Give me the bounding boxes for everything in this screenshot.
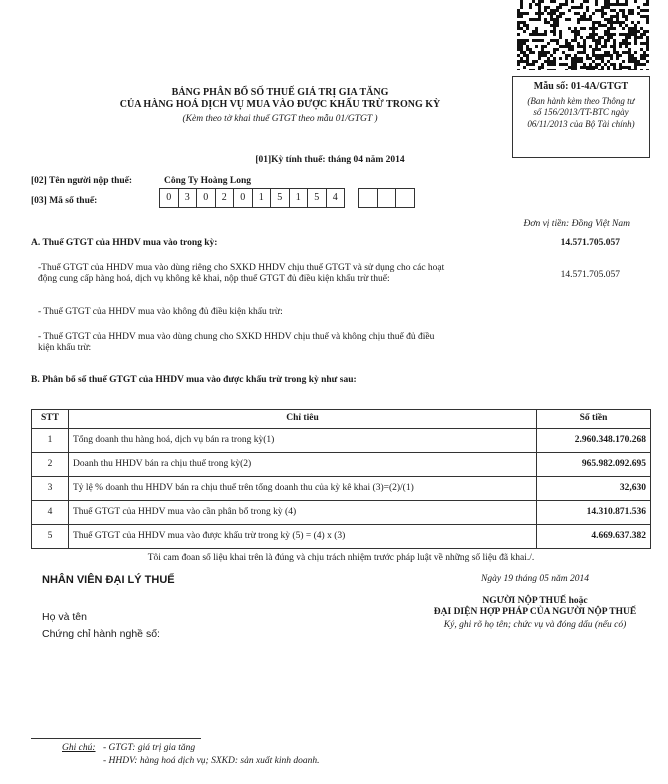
row-amount: 4.669.637.382: [537, 525, 651, 549]
row-amount: 32,630: [537, 477, 651, 501]
notes-label: Ghi chú:: [62, 743, 96, 753]
taxpayer-name: Công Ty Hoàng Long: [164, 176, 252, 186]
title-line1: BẢNG PHÂN BỔ SỐ THUẾ GIÁ TRỊ GIA TĂNG: [171, 87, 389, 98]
table-row: [32, 525, 651, 549]
table-row: [32, 429, 651, 453]
row-stt: 2: [32, 453, 69, 477]
taxpayer-label: [02] Tên người nộp thuế:: [31, 176, 133, 186]
commitment-statement: Tôi cam đoan số liệu khai trên là đúng và chịu trách nhiệm trước pháp luật về những số liệu đã khai./.: [147, 553, 535, 563]
row-stt: 1: [32, 429, 69, 453]
taxcode-extra-box: [395, 188, 415, 208]
tax-period: [01]Kỳ tính thuế: tháng 04 năm 2014: [255, 155, 405, 165]
section-a-item-2: [38, 307, 478, 318]
qr-code-icon: [517, 0, 649, 70]
currency-unit: Đơn vị tiền: Đồng Việt Nam: [523, 219, 630, 229]
header-amount: Số tiền: [537, 410, 651, 429]
row-desc: Thuế GTGT của HHDV mua vào được khấu trừ trong kỳ (5) = (4) x (3): [69, 525, 537, 549]
agent-title: NHÂN VIÊN ĐẠI LÝ THUẾ: [42, 574, 175, 586]
row-stt: 3: [32, 477, 69, 501]
row-amount: 965.982.092.695: [537, 453, 651, 477]
section-a-title: A. Thuế GTGT của HHDV mua vào trong kỳ:: [31, 238, 218, 248]
section-a-value: 14.571.705.057: [560, 238, 620, 248]
allocation-table: [31, 409, 651, 549]
header-stt: STT: [32, 410, 69, 429]
notes-divider: [31, 738, 201, 739]
note-line2: - HHDV: hàng hoá dịch vụ; SXKD: sản xuất kinh doanh.: [103, 756, 320, 766]
row-desc: Thuế GTGT của HHDV mua vào cần phân bổ trong kỳ (4): [69, 501, 537, 525]
taxpayer-row: [31, 176, 252, 187]
agent-cert-label: Chứng chỉ hành nghề số:: [42, 628, 160, 640]
table-row: [32, 477, 651, 501]
section-a-item-2-line1: - Thuế GTGT của HHDV mua vào không đủ điều kiện khấu trừ:: [38, 307, 283, 317]
signature-date: Ngày 19 tháng 05 năm 2014: [481, 574, 589, 584]
taxcode-digit: 5: [307, 188, 327, 208]
taxcode-digit: 1: [289, 188, 309, 208]
section-a-item-3-line1: - Thuế GTGT của HHDV mua vào dùng chung cho SXKD HHDV chịu thuế và không chịu thuế đủ điều: [38, 332, 435, 342]
note-line1: - GTGT: giá trị gia tăng: [103, 743, 196, 753]
section-a-item-1-line1: -Thuế GTGT của HHDV mua vào dùng riêng cho SXKD HHDV chịu thuế GTGT và sử dụng cho các hoạt: [38, 263, 445, 273]
header-desc: Chỉ tiêu: [69, 410, 537, 429]
form-number: Mẫu số: 01-4A/GTGT: [533, 81, 629, 92]
form-issued-line1: (Ban hành kèm theo Thông tư: [527, 96, 635, 106]
row-amount: 14.310.871.536: [537, 501, 651, 525]
taxcode-label: [03] Mã số thuế:: [31, 196, 98, 206]
taxcode-extra-box: [358, 188, 378, 208]
table-header-row: [32, 410, 651, 429]
section-b-title: B. Phân bổ số thuế GTGT của HHDV mua vào được khấu trừ trong kỳ như sau:: [31, 375, 357, 385]
title-line2: CỦA HÀNG HOÁ DỊCH VỤ MUA VÀO ĐƯỢC KHẤU TRỪ TRONG KỲ: [119, 99, 441, 110]
form-issued-line2: số 156/2013/TT-BTC ngày: [533, 107, 629, 118]
row-desc: Tỷ lệ % doanh thu HHDV bán ra chịu thuế trên tổng doanh thu của kỳ kê khai (3)=(2)/(1): [69, 477, 537, 501]
taxcode-extra-box: [377, 188, 397, 208]
section-a-item-1-line2: động cung cấp hàng hoá, dịch vụ không kê khai, nộp thuế GTGT đủ điều kiện khấu trừ thuế:: [38, 274, 390, 285]
taxcode-digit: 0: [159, 188, 179, 208]
signature-note: Ký, ghi rõ họ tên; chức vụ và đóng dấu (nếu có): [443, 620, 627, 630]
section-a-item-3: [38, 332, 478, 355]
taxcode-digit: 3: [178, 188, 198, 208]
row-desc: Tổng doanh thu hàng hoá, dịch vụ bán ra trong kỳ(1): [69, 429, 537, 453]
taxcode-digit: 0: [196, 188, 216, 208]
table-row: [32, 501, 651, 525]
section-a-item-3-line2: kiện khấu trừ:: [38, 343, 92, 354]
row-desc: Doanh thu HHDV bán ra chịu thuế trong kỳ(2): [69, 453, 537, 477]
form-number-box: [512, 76, 650, 158]
signature-title2: ĐẠI DIỆN HỢP PHÁP CỦA NGƯỜI NỘP THUẾ: [433, 607, 637, 617]
taxcode-digit: 0: [233, 188, 253, 208]
row-stt: 5: [32, 525, 69, 549]
row-amount: 2.960.348.170.268: [537, 429, 651, 453]
taxcode-digit: 2: [215, 188, 235, 208]
document-title: [70, 87, 490, 125]
signature-title1: NGƯỜI NỘP THUẾ hoặc: [482, 596, 588, 606]
title-line3: (Kèm theo tờ khai thuế GTGT theo mẫu 01/GTGT ): [182, 114, 378, 124]
taxcode-boxes: [160, 188, 415, 208]
taxcode-gap: [345, 188, 359, 208]
taxcode-digit: 1: [252, 188, 272, 208]
agent-name-label: Họ và tên: [42, 611, 87, 623]
taxcode-digit: 5: [270, 188, 290, 208]
section-a-item-1-value: 14.571.705.057: [560, 270, 620, 280]
form-issued-line3: 06/11/2013 của Bộ Tài chính): [527, 118, 635, 129]
table-row: [32, 453, 651, 477]
row-stt: 4: [32, 501, 69, 525]
section-a-item-1: [38, 263, 478, 286]
taxcode-digit: 4: [326, 188, 346, 208]
